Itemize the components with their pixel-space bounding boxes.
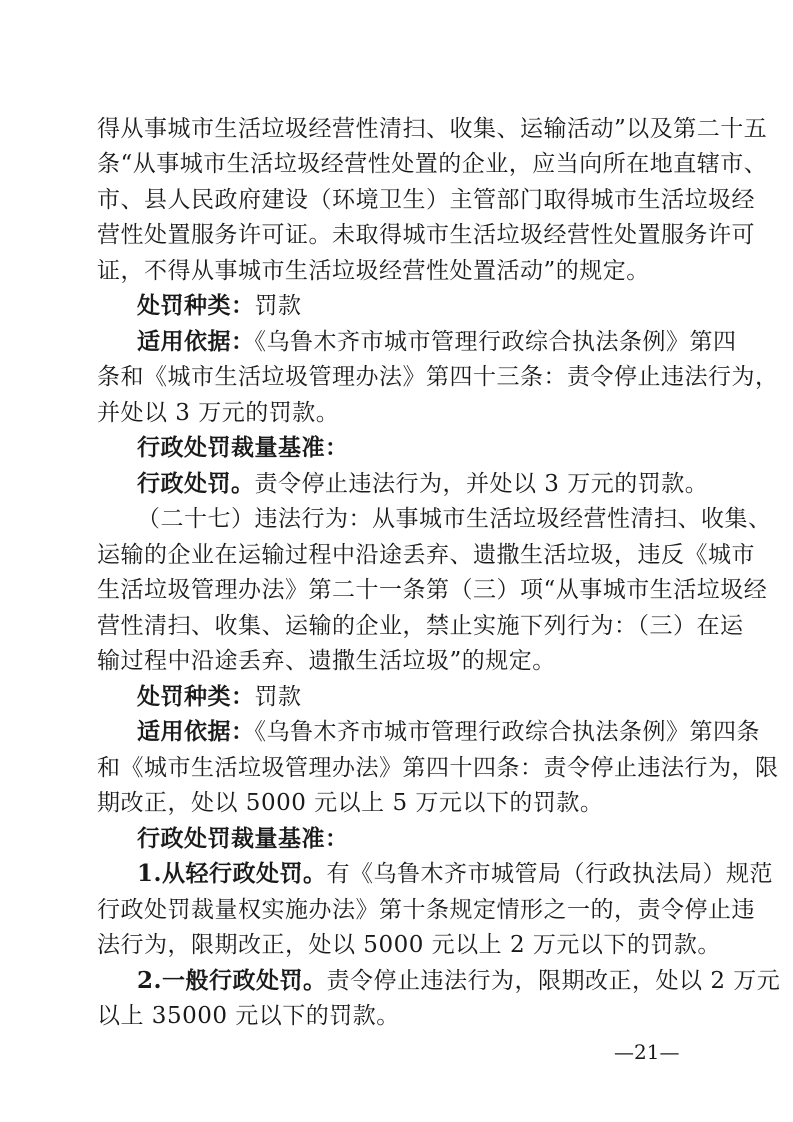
legal-basis-label: 适用依据： [137,718,255,746]
penalty-type [137,290,697,322]
discretion-standard-heading: 行政处罚裁量基准： [137,434,349,462]
text-line: 行政处罚裁量权实施办法》第十条规定情形之一的，责令停止违 [97,896,755,923]
lenient-penalty [137,858,774,890]
general-penalty-text: 责令停止违法行为，限期改正，处以 2 万元 [326,967,781,994]
text-line: 营性处置服务许可证。未取得城市生活垃圾经营性处置服务许可 [97,222,755,249]
text-line: 市、县人民政府建设（环境卫生）主管部门取得城市生活垃圾经 [97,186,755,213]
legal-basis-text: 《乌鲁木齐市城市管理行政综合执法条例》第四 [254,328,737,355]
legal-basis-label: 适用依据： [137,327,255,355]
discretion-standard-heading: 行政处罚裁量基准： [137,824,349,852]
text-line: 运输的企业在运输过程中沿途丢弃、遗撒生活垃圾，违反《城市 [97,541,755,568]
general-penalty [137,965,781,997]
text-line: 证，不得从事城市生活垃圾经营性处置活动”的规定。 [97,257,650,284]
lenient-penalty-label: 1.从轻行政处罚。 [137,860,327,888]
penalty-standard [137,468,709,500]
penalty-type-label: 处罚种类： [137,292,255,320]
penalty-type-value: 罚款 [254,683,302,710]
text-line: 并处以 3 万元的罚款。 [97,399,340,426]
penalty-type-value: 罚款 [254,293,302,320]
text-line: 条和《城市生活垃圾管理办法》第四十三条：责令停止违法行为， [97,364,779,391]
text-line: 得从事城市生活垃圾经营性清扫、收集、运输活动”以及第二十五 [97,116,768,142]
lenient-penalty-text: 有《乌鲁木齐市城管局（行政执法局）规范 [326,861,774,888]
text-line: 生活垃圾管理办法》第二十一条第（三）项“从事城市生活垃圾经 [97,577,768,604]
text-line: 法行为，限期改正，处以 5000 元以上 2 万元以下的罚款。 [97,932,721,959]
penalty-standard-label: 行政处罚。 [137,469,255,497]
general-penalty-label: 2.一般行政处罚。 [137,966,327,994]
penalty-type-label: 处罚种类： [137,682,255,710]
penalty-standard-text: 责令停止违法行为，并处以 3 万元的罚款。 [254,470,709,497]
violation-item-27: （二十七）违法行为：从事城市生活垃圾经营性清扫、收集、 [137,506,772,533]
text-line: 和《城市生活垃圾管理办法》第四十四条：责令停止违法行为，限 [97,754,779,781]
text-line: 条“从事城市生活垃圾经营性处置的企业，应当向所在地直辖市、 [97,151,768,178]
text-line: 以上 35000 元以下的罚款。 [97,1003,400,1029]
legal-basis-text: 《乌鲁木齐市城市管理行政综合执法条例》第四条 [254,719,760,746]
legal-basis [137,716,760,748]
penalty-type [137,681,697,713]
page-number: —21— [614,1040,680,1064]
text-line: 期改正，处以 5000 元以上 5 万元以下的罚款。 [97,790,604,817]
text-line: 营性清扫、收集、运输的企业，禁止实施下列行为：（三）在运 [97,612,744,639]
legal-basis [137,326,737,358]
text-line: 输过程中沿途丢弃、遗撒生活垃圾”的规定。 [97,648,556,675]
